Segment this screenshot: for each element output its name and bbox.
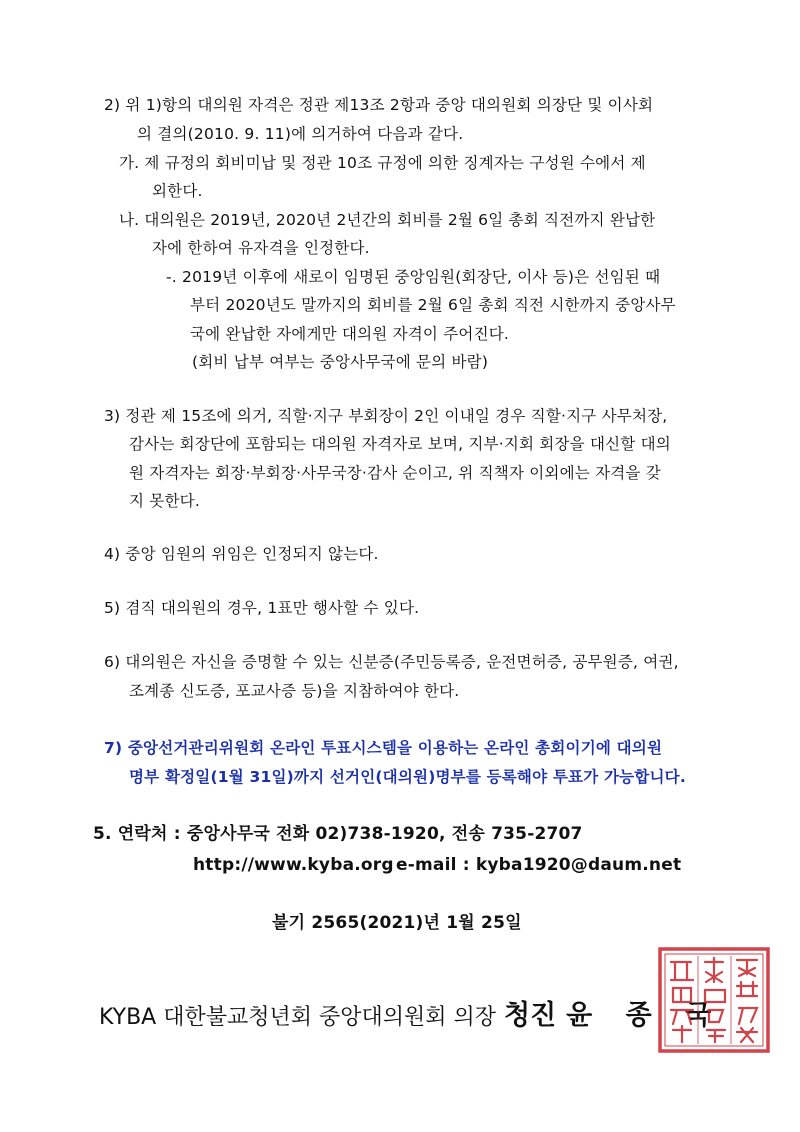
item-2-ga-line-2: 외한다. — [152, 182, 203, 200]
item-6-line-1: 6) 대의원은 자신을 증명할 수 있는 신분증(주민등록증, 운전면허증, 공무원증, 여권, — [104, 653, 679, 671]
signature-org: KYBA 대한불교청년회 중앙대의원회 의장 — [99, 1005, 496, 1030]
item-5: 5) 겸직 대의원의 경우, 1표만 행사할 수 있다. — [104, 599, 420, 617]
item-2-dash-line-3: 국에 완납한 자에게만 대의원 자격이 주어진다. — [190, 325, 510, 343]
signature-pen-name: 청진 — [503, 1000, 557, 1031]
official-seal-stamp — [657, 946, 771, 1054]
document-date: 불기 2565(2021)년 1월 25일 — [272, 913, 522, 933]
item-2-line-2: 의 결의(2010. 9. 11)에 의거하여 다음과 같다. — [137, 125, 464, 143]
item-3-line-2: 감사는 회장단에 포함되는 대의원 자격자로 보며, 지부·지회 회장을 대신할 대의 — [129, 435, 671, 453]
item-2-line-1: 2) 위 1)항의 대의원 자격은 정관 제13조 2항과 중앙 대의원회 의장단 및 이사회 — [104, 96, 654, 114]
item-2-na-line-1: 나. 대의원은 2019년, 2020년 2년간의 회비를 2월 6일 총회 직전까지 완납한 — [119, 211, 656, 229]
item-3-line-3: 원 자격자는 회장·부회장·사무국장·감사 순이고, 위 직책자 이외에는 자격을 갖 — [129, 464, 661, 482]
item-3-line-4: 지 못한다. — [129, 492, 200, 510]
item-4: 4) 중앙 임원의 위임은 인정되지 않는다. — [104, 545, 379, 563]
item-2-dash-line-1: -. 2019년 이후에 새로이 임명된 중앙임원(회장단, 이사 등)은 선임된 때 — [166, 268, 661, 286]
item-6-line-2: 조계종 신도증, 포교사증 등)을 지참하여야 한다. — [129, 682, 460, 700]
item-7-line-2: 명부 확정일(1월 31일)까지 선거인(대의원)명부를 등록해야 투표가 가능합니다. — [129, 768, 686, 786]
item-7-line-1: 7) 중앙선거관리위원회 온라인 투표시스템을 이용하는 온라인 총회이기에 대의원 — [104, 739, 663, 757]
item-2-note: (회비 납부 여부는 중앙사무국에 문의 바람) — [192, 353, 489, 371]
signature-name: 윤 종 국 — [566, 1000, 724, 1031]
contact-line: 5. 연락처 : 중앙사무국 전화 02)738-1920, 전송 735-2707 — [93, 824, 583, 844]
item-3-line-1: 3) 정관 제 15조에 의거, 직할·지구 부회장이 2인 이내일 경우 직할·지구 사무처장, — [104, 407, 668, 425]
signature-line — [99, 1000, 723, 1034]
item-2-na-line-2: 자에 한하여 유자격을 인정한다. — [152, 239, 370, 257]
email-link[interactable]: e-mail : kyba1920@daum.net — [396, 855, 682, 875]
item-2-ga-line-1: 가. 제 규정의 회비미납 및 정관 10조 규정에 의한 징계자는 구성원 수에서 제 — [119, 154, 646, 172]
item-2-dash-line-2: 부터 2020년도 말까지의 회비를 2월 6일 총회 직전 시한까지 중앙사무 — [190, 296, 676, 314]
homepage-link[interactable]: http://www.kyba.org — [193, 855, 394, 875]
